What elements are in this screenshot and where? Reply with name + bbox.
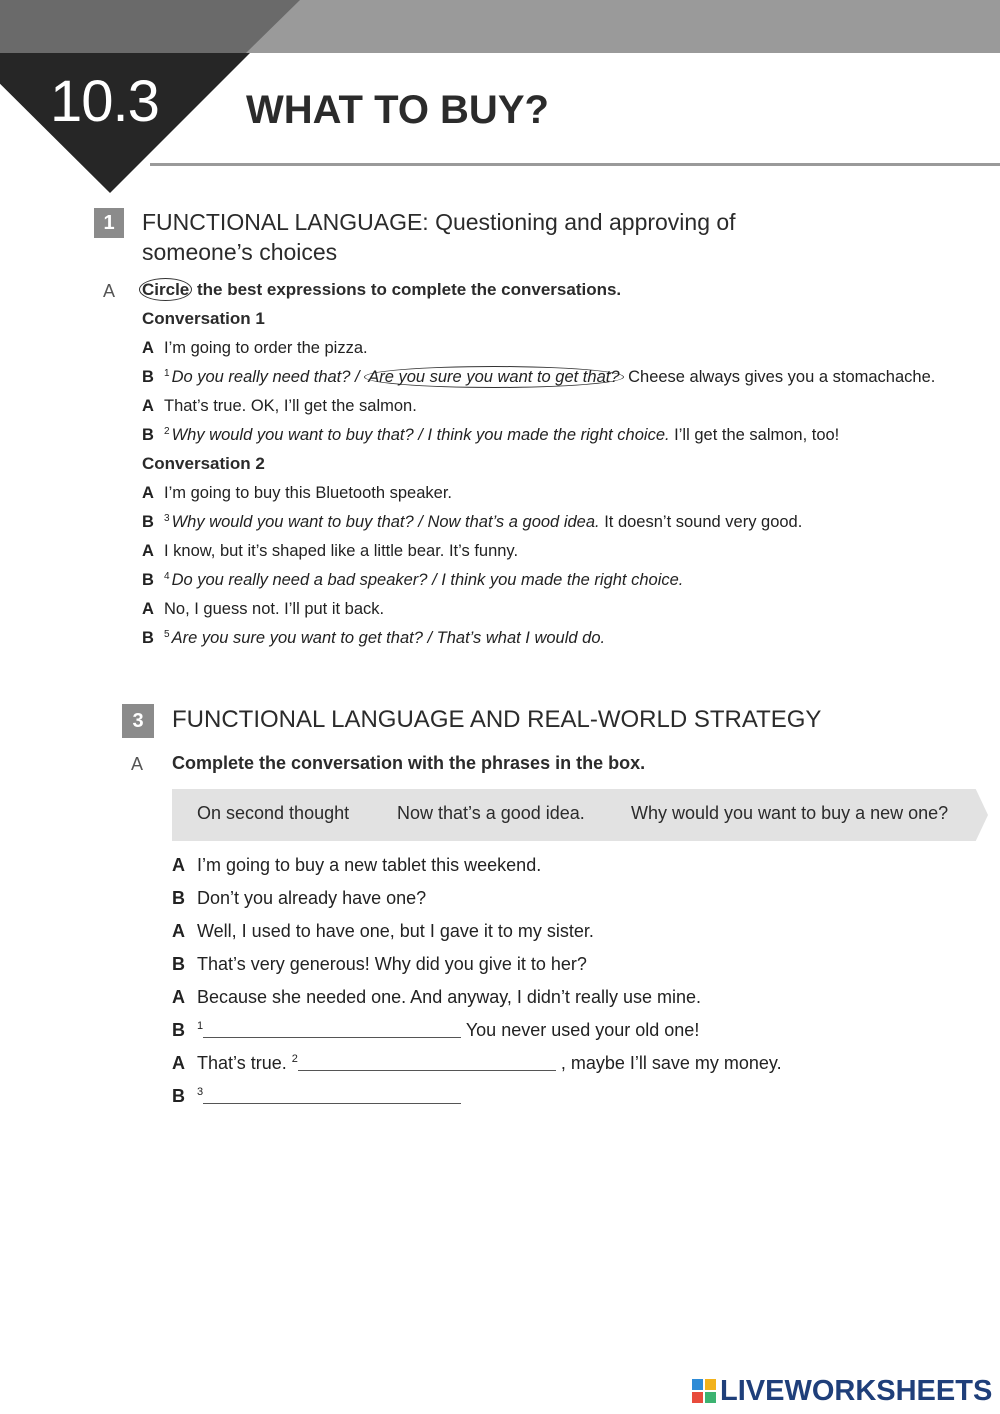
conv2-line-5: A No, I guess not. I’ll put it back. bbox=[142, 600, 385, 618]
answer-options-4[interactable]: Do you really need a bad speaker? / I think you made the right choice. bbox=[171, 571, 684, 589]
section-1-task-letter: A bbox=[103, 281, 116, 301]
liveworksheets-logo[interactable] bbox=[692, 1374, 992, 1408]
phrase-3: Why would you want to buy a new one? bbox=[631, 803, 949, 823]
title-divider bbox=[150, 163, 1000, 166]
section-1-title-line1: FUNCTIONAL LANGUAGE: Questioning and approving of bbox=[142, 209, 736, 235]
sec3-line-2: B Don’t you already have one? bbox=[172, 888, 427, 908]
section-1-instruction: Circle the best expressions to complete the conversations. bbox=[139, 280, 621, 300]
answer-options-3[interactable]: Why would you want to buy that? / Now that’s a good idea. bbox=[171, 513, 600, 531]
section-1-title-line2: someone’s choices bbox=[142, 239, 338, 265]
section-3-title: FUNCTIONAL LANGUAGE AND REAL-WORLD STRATEGY bbox=[172, 706, 822, 733]
logo-grid-icon bbox=[692, 1379, 716, 1403]
sec3-line-3: A Well, I used to have one, but I gave it to my sister. bbox=[172, 921, 594, 941]
conversation-1-heading: Conversation 1 bbox=[142, 309, 265, 328]
section-1-number: 1 bbox=[94, 208, 124, 238]
conv1-line-3: A That’s true. OK, I’ll get the salmon. bbox=[142, 397, 417, 415]
circled-instruction-word: Circle bbox=[139, 278, 192, 301]
conv1-line-2: B $^1$ Do you really need that? / Are you sure you want to get that? Cheese always gives you a stomachache. bbox=[142, 368, 936, 386]
phrase-1: On second thought bbox=[197, 803, 350, 823]
logo-text: LIVEWORKSHEETS bbox=[720, 1374, 993, 1407]
answer-blank-3[interactable] bbox=[203, 1089, 461, 1104]
section-3-task-letter: A bbox=[131, 754, 144, 774]
conv2-line-1: A I’m going to buy this Bluetooth speaker. bbox=[142, 484, 453, 502]
page-title: WHAT TO BUY? bbox=[246, 88, 549, 132]
conversation-2-heading: Conversation 2 bbox=[142, 454, 265, 473]
conv1-line-4: B $^2$ Why would you want to buy that? / I think you made the right choice. I’ll get the salmon, too! bbox=[142, 426, 840, 444]
section-3-number: 3 bbox=[122, 704, 154, 738]
sec3-line-4: B That’s very generous! Why did you give it to her? bbox=[172, 954, 587, 974]
sec3-line-1: A I’m going to buy a new tablet this weekend. bbox=[172, 855, 542, 875]
answer-options-5[interactable]: Are you sure you want to get that? / That’s what I would do. bbox=[171, 629, 606, 647]
conv2-line-2: B $^3$ Why would you want to buy that? / Now that’s a good idea. It doesn’t sound very good. bbox=[142, 513, 803, 531]
sec3-line-8: B $^3$ bbox=[172, 1086, 461, 1107]
section-3-instruction: Complete the conversation with the phrases in the box. bbox=[172, 753, 646, 773]
conv1-line-1: A I’m going to order the pizza. bbox=[142, 339, 368, 357]
sec3-line-6: B $^1$ You never used your old one! bbox=[172, 1020, 700, 1040]
answer-blank-2[interactable] bbox=[298, 1056, 556, 1071]
circled-answer-1[interactable]: Are you sure you want to get that? bbox=[364, 366, 623, 388]
sec3-line-5: A Because she needed one. And anyway, I didn’t really use mine. bbox=[172, 987, 701, 1007]
answer-options-2[interactable]: Why would you want to buy that? / I think you made the right choice. bbox=[171, 426, 670, 444]
sec3-line-7: A That’s true. $^2$ , maybe I’ll save my money. bbox=[172, 1053, 782, 1073]
phrase-2: Now that’s a good idea. bbox=[397, 803, 585, 823]
conv2-line-4: B $^4$ Do you really need a bad speaker? / I think you made the right choice. bbox=[142, 571, 684, 589]
unit-number: 10.3 bbox=[50, 69, 159, 134]
conv2-line-6: B $^5$ Are you sure you want to get that? / That’s what I would do. bbox=[142, 629, 606, 647]
conv2-line-3: A I know, but it’s shaped like a little bear. It’s funny. bbox=[142, 542, 519, 560]
answer-blank-1[interactable] bbox=[203, 1023, 461, 1038]
